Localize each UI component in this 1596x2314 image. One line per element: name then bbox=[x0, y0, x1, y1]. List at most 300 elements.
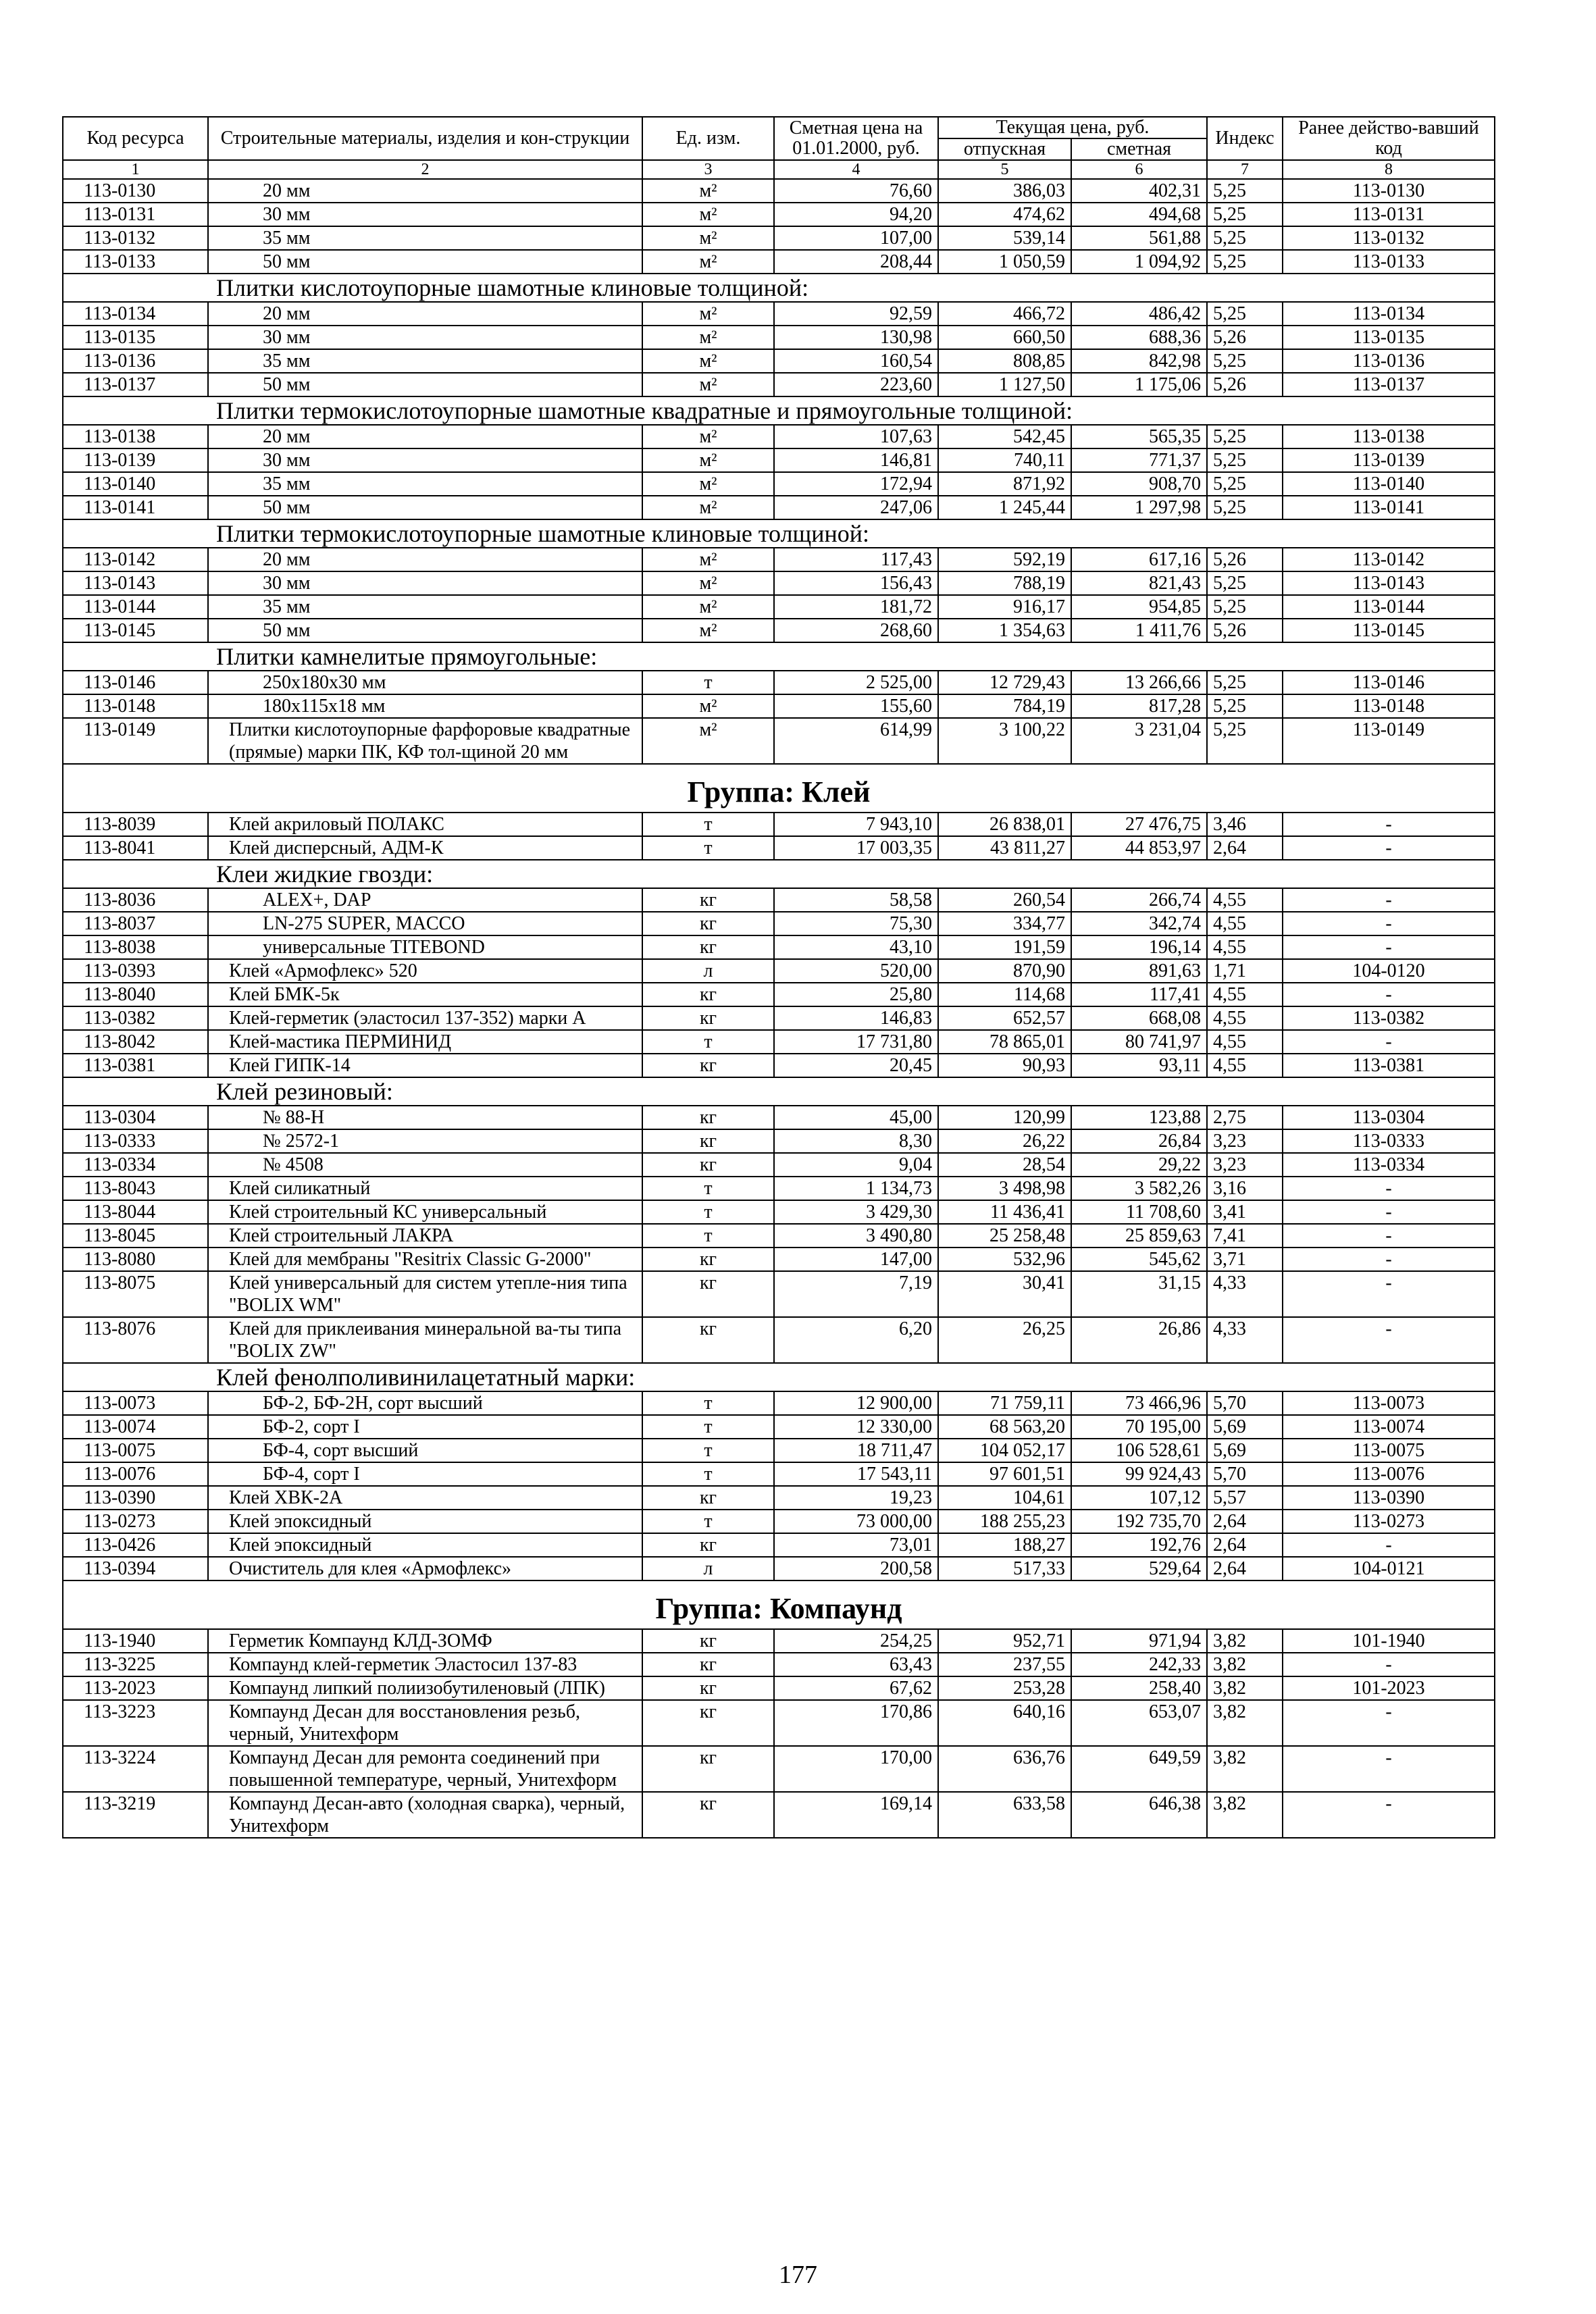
table-row bbox=[63, 1317, 1495, 1363]
estimate-price: 123,88 bbox=[1071, 1106, 1207, 1129]
column-number: 2 bbox=[208, 160, 642, 179]
release-price: 11 436,41 bbox=[938, 1200, 1071, 1224]
prev-code: 113-0141 bbox=[1283, 496, 1495, 519]
prev-code: 113-0135 bbox=[1283, 326, 1495, 349]
table-row bbox=[63, 1462, 1495, 1486]
estimate-price: 342,74 bbox=[1071, 912, 1207, 935]
resource-code: 113-3223 bbox=[63, 1700, 208, 1746]
table-row bbox=[63, 671, 1495, 694]
table-row bbox=[63, 1533, 1495, 1557]
prev-code: 113-0143 bbox=[1283, 571, 1495, 595]
release-price: 633,58 bbox=[938, 1792, 1071, 1838]
section-heading: Плитки термокислотоупорные шамотные клиновые толщиной: bbox=[63, 519, 1495, 548]
resource-code: 113-0073 bbox=[63, 1391, 208, 1415]
prev-code: - bbox=[1283, 1746, 1495, 1792]
unit-cell: т bbox=[642, 1510, 774, 1533]
material-name: 30 мм bbox=[208, 448, 642, 472]
unit-cell: м² bbox=[642, 179, 774, 203]
section-heading: Клей фенолполивинилацетатный марки: bbox=[63, 1363, 1495, 1391]
table-row bbox=[63, 1177, 1495, 1200]
estimate-price: 1 297,98 bbox=[1071, 496, 1207, 519]
unit-cell: т bbox=[642, 1391, 774, 1415]
prev-code: 113-0149 bbox=[1283, 718, 1495, 764]
resource-code: 113-0146 bbox=[63, 671, 208, 694]
index-cell: 5,26 bbox=[1207, 326, 1283, 349]
estimate-price-2000: 208,44 bbox=[774, 250, 938, 274]
material-name: Клей «Армофлекс» 520 bbox=[208, 959, 642, 983]
index-cell: 4,55 bbox=[1207, 935, 1283, 959]
index-cell: 3,82 bbox=[1207, 1653, 1283, 1676]
material-name: БФ-4, сорт I bbox=[208, 1462, 642, 1486]
prev-code: 104-0120 bbox=[1283, 959, 1495, 983]
estimate-price: 842,98 bbox=[1071, 349, 1207, 373]
release-price: 474,62 bbox=[938, 203, 1071, 226]
index-cell: 5,25 bbox=[1207, 496, 1283, 519]
prev-code: 113-0076 bbox=[1283, 1462, 1495, 1486]
estimate-price: 649,59 bbox=[1071, 1746, 1207, 1792]
unit-cell: м² bbox=[642, 203, 774, 226]
release-price: 952,71 bbox=[938, 1629, 1071, 1653]
table-row bbox=[63, 302, 1495, 326]
material-name: 35 мм bbox=[208, 349, 642, 373]
table-row bbox=[63, 888, 1495, 912]
material-name: Клей дисперсный, АДМ-К bbox=[208, 836, 642, 860]
estimate-price-2000: 107,63 bbox=[774, 425, 938, 448]
prev-code: - bbox=[1283, 1792, 1495, 1838]
release-price: 636,76 bbox=[938, 1746, 1071, 1792]
estimate-price: 954,85 bbox=[1071, 595, 1207, 619]
header-unit: Ед. изм. bbox=[642, 117, 774, 160]
estimate-price: 99 924,43 bbox=[1071, 1462, 1207, 1486]
prev-code: 113-0146 bbox=[1283, 671, 1495, 694]
material-name: Клей ГИПК-14 bbox=[208, 1054, 642, 1077]
column-number: 3 bbox=[642, 160, 774, 179]
resource-code: 113-0394 bbox=[63, 1557, 208, 1580]
prev-code: 113-0137 bbox=[1283, 373, 1495, 396]
material-name: 35 мм bbox=[208, 226, 642, 250]
section-heading: Клей резиновый: bbox=[63, 1077, 1495, 1106]
index-cell: 5,25 bbox=[1207, 671, 1283, 694]
resource-code: 113-3224 bbox=[63, 1746, 208, 1792]
table-row bbox=[63, 349, 1495, 373]
estimate-price: 817,28 bbox=[1071, 694, 1207, 718]
material-name: БФ-2, сорт I bbox=[208, 1415, 642, 1439]
estimate-price-2000: 6,20 bbox=[774, 1317, 938, 1363]
prev-code: 113-0142 bbox=[1283, 548, 1495, 571]
resource-code: 113-8036 bbox=[63, 888, 208, 912]
prev-code: - bbox=[1283, 1248, 1495, 1271]
estimate-price: 565,35 bbox=[1071, 425, 1207, 448]
prev-code: 101-2023 bbox=[1283, 1676, 1495, 1700]
release-price: 517,33 bbox=[938, 1557, 1071, 1580]
index-cell: 5,25 bbox=[1207, 448, 1283, 472]
table-row bbox=[63, 571, 1495, 595]
release-price: 104,61 bbox=[938, 1486, 1071, 1510]
resource-code: 113-0076 bbox=[63, 1462, 208, 1486]
release-price: 788,19 bbox=[938, 571, 1071, 595]
index-cell: 3,41 bbox=[1207, 1200, 1283, 1224]
resource-code: 113-0145 bbox=[63, 619, 208, 642]
column-number: 5 bbox=[938, 160, 1071, 179]
release-price: 78 865,01 bbox=[938, 1030, 1071, 1054]
group-heading: Группа: Компаунд bbox=[63, 1580, 1495, 1629]
resource-code: 113-0135 bbox=[63, 326, 208, 349]
estimate-price-2000: 3 490,80 bbox=[774, 1224, 938, 1248]
resource-code: 113-0142 bbox=[63, 548, 208, 571]
resource-code: 113-0390 bbox=[63, 1486, 208, 1510]
index-cell: 4,55 bbox=[1207, 1030, 1283, 1054]
release-price: 532,96 bbox=[938, 1248, 1071, 1271]
estimate-price-2000: 268,60 bbox=[774, 619, 938, 642]
prev-code: 113-0144 bbox=[1283, 595, 1495, 619]
table-row bbox=[63, 1439, 1495, 1462]
resource-code: 113-0426 bbox=[63, 1533, 208, 1557]
estimate-price: 27 476,75 bbox=[1071, 813, 1207, 836]
prev-code: 113-0382 bbox=[1283, 1006, 1495, 1030]
table-row bbox=[63, 1415, 1495, 1439]
index-cell: 2,64 bbox=[1207, 1533, 1283, 1557]
unit-cell: м² bbox=[642, 448, 774, 472]
unit-cell: т bbox=[642, 1030, 774, 1054]
estimate-price-2000: 170,86 bbox=[774, 1700, 938, 1746]
table-row bbox=[63, 1746, 1495, 1792]
table-row bbox=[63, 935, 1495, 959]
unit-cell: т bbox=[642, 1177, 774, 1200]
release-price: 43 811,27 bbox=[938, 836, 1071, 860]
release-price: 871,92 bbox=[938, 472, 1071, 496]
index-cell: 5,25 bbox=[1207, 718, 1283, 764]
unit-cell: т bbox=[642, 1224, 774, 1248]
release-price: 253,28 bbox=[938, 1676, 1071, 1700]
resource-code: 113-0141 bbox=[63, 496, 208, 519]
prev-code: - bbox=[1283, 1700, 1495, 1746]
section-heading-row bbox=[63, 1363, 1495, 1391]
estimate-price: 266,74 bbox=[1071, 888, 1207, 912]
estimate-price: 494,68 bbox=[1071, 203, 1207, 226]
resource-code: 113-1940 bbox=[63, 1629, 208, 1653]
resource-code: 113-0381 bbox=[63, 1054, 208, 1077]
resource-code: 113-8045 bbox=[63, 1224, 208, 1248]
material-name: ALEX+, DAP bbox=[208, 888, 642, 912]
index-cell: 7,41 bbox=[1207, 1224, 1283, 1248]
estimate-price: 107,12 bbox=[1071, 1486, 1207, 1510]
estimate-price-2000: 200,58 bbox=[774, 1557, 938, 1580]
release-price: 660,50 bbox=[938, 326, 1071, 349]
table-row bbox=[63, 425, 1495, 448]
release-price: 260,54 bbox=[938, 888, 1071, 912]
material-name: 50 мм bbox=[208, 250, 642, 274]
estimate-price-2000: 12 330,00 bbox=[774, 1415, 938, 1439]
unit-cell: кг bbox=[642, 1700, 774, 1746]
table-row bbox=[63, 595, 1495, 619]
release-price: 104 052,17 bbox=[938, 1439, 1071, 1462]
estimate-price: 529,64 bbox=[1071, 1557, 1207, 1580]
release-price: 188 255,23 bbox=[938, 1510, 1071, 1533]
material-name: Клей силикатный bbox=[208, 1177, 642, 1200]
prev-code: 113-0140 bbox=[1283, 472, 1495, 496]
index-cell: 5,25 bbox=[1207, 349, 1283, 373]
table-body bbox=[63, 179, 1495, 1838]
estimate-price-2000: 147,00 bbox=[774, 1248, 938, 1271]
table-row bbox=[63, 1129, 1495, 1153]
unit-cell: т bbox=[642, 1200, 774, 1224]
material-name: Клей-мастика ПЕРМИНИД bbox=[208, 1030, 642, 1054]
estimate-price-2000: 8,30 bbox=[774, 1129, 938, 1153]
estimate-price-2000: 130,98 bbox=[774, 326, 938, 349]
release-price: 30,41 bbox=[938, 1271, 1071, 1317]
table-row bbox=[63, 1200, 1495, 1224]
index-cell: 3,82 bbox=[1207, 1746, 1283, 1792]
column-number: 4 bbox=[774, 160, 938, 179]
material-name: 35 мм bbox=[208, 595, 642, 619]
index-cell: 4,55 bbox=[1207, 1006, 1283, 1030]
table-row bbox=[63, 326, 1495, 349]
table-row bbox=[63, 1510, 1495, 1533]
header-prev-code: Ранее действо-вавший код bbox=[1283, 117, 1495, 160]
index-cell: 3,82 bbox=[1207, 1792, 1283, 1838]
resource-code: 113-0393 bbox=[63, 959, 208, 983]
estimate-price: 106 528,61 bbox=[1071, 1439, 1207, 1462]
index-cell: 5,25 bbox=[1207, 226, 1283, 250]
estimate-price: 26,84 bbox=[1071, 1129, 1207, 1153]
unit-cell: м² bbox=[642, 250, 774, 274]
unit-cell: кг bbox=[642, 1129, 774, 1153]
table-row bbox=[63, 1486, 1495, 1510]
estimate-price-2000: 25,80 bbox=[774, 983, 938, 1006]
estimate-price: 192 735,70 bbox=[1071, 1510, 1207, 1533]
release-price: 114,68 bbox=[938, 983, 1071, 1006]
table-row bbox=[63, 983, 1495, 1006]
estimate-price-2000: 169,14 bbox=[774, 1792, 938, 1838]
index-cell: 3,23 bbox=[1207, 1153, 1283, 1177]
estimate-price-2000: 146,81 bbox=[774, 448, 938, 472]
table-row bbox=[63, 203, 1495, 226]
estimate-price-2000: 75,30 bbox=[774, 912, 938, 935]
index-cell: 5,25 bbox=[1207, 203, 1283, 226]
unit-cell: т bbox=[642, 671, 774, 694]
estimate-price-2000: 9,04 bbox=[774, 1153, 938, 1177]
index-cell: 2,64 bbox=[1207, 1557, 1283, 1580]
section-heading-row bbox=[63, 519, 1495, 548]
unit-cell: кг bbox=[642, 888, 774, 912]
section-heading: Клеи жидкие гвозди: bbox=[63, 860, 1495, 888]
unit-cell: м² bbox=[642, 425, 774, 448]
release-price: 191,59 bbox=[938, 935, 1071, 959]
material-name: 180x115x18 мм bbox=[208, 694, 642, 718]
prev-code: 113-0148 bbox=[1283, 694, 1495, 718]
group-heading: Группа: Клей bbox=[63, 764, 1495, 813]
material-name: 20 мм bbox=[208, 548, 642, 571]
material-name: БФ-4, сорт высший bbox=[208, 1439, 642, 1462]
estimate-price: 1 094,92 bbox=[1071, 250, 1207, 274]
prev-code: 113-0130 bbox=[1283, 179, 1495, 203]
material-name: Компаунд липкий полиизобутиленовый (ЛПК) bbox=[208, 1676, 642, 1700]
estimate-price: 26,86 bbox=[1071, 1317, 1207, 1363]
material-name: 20 мм bbox=[208, 179, 642, 203]
estimate-price-2000: 146,83 bbox=[774, 1006, 938, 1030]
resource-code: 113-0334 bbox=[63, 1153, 208, 1177]
release-price: 334,77 bbox=[938, 912, 1071, 935]
estimate-price-2000: 107,00 bbox=[774, 226, 938, 250]
prev-code: - bbox=[1283, 836, 1495, 860]
index-cell: 5,26 bbox=[1207, 548, 1283, 571]
estimate-price-2000: 63,43 bbox=[774, 1653, 938, 1676]
release-price: 26,25 bbox=[938, 1317, 1071, 1363]
table-row bbox=[63, 1106, 1495, 1129]
resource-code: 113-8038 bbox=[63, 935, 208, 959]
index-cell: 5,25 bbox=[1207, 571, 1283, 595]
price-table bbox=[62, 116, 1495, 1839]
table-row bbox=[63, 1391, 1495, 1415]
resource-code: 113-0333 bbox=[63, 1129, 208, 1153]
material-name: 35 мм bbox=[208, 472, 642, 496]
material-name: 50 мм bbox=[208, 496, 642, 519]
estimate-price: 25 859,63 bbox=[1071, 1224, 1207, 1248]
release-price: 90,93 bbox=[938, 1054, 1071, 1077]
table-row bbox=[63, 1224, 1495, 1248]
estimate-price-2000: 7,19 bbox=[774, 1271, 938, 1317]
estimate-price-2000: 67,62 bbox=[774, 1676, 938, 1700]
table-row bbox=[63, 1153, 1495, 1177]
unit-cell: м² bbox=[642, 302, 774, 326]
estimate-price: 3 231,04 bbox=[1071, 718, 1207, 764]
unit-cell: кг bbox=[642, 1006, 774, 1030]
estimate-price-2000: 76,60 bbox=[774, 179, 938, 203]
unit-cell: м² bbox=[642, 472, 774, 496]
resource-code: 113-2023 bbox=[63, 1676, 208, 1700]
unit-cell: м² bbox=[642, 694, 774, 718]
table-row bbox=[63, 1006, 1495, 1030]
estimate-price: 242,33 bbox=[1071, 1653, 1207, 1676]
estimate-price-2000: 172,94 bbox=[774, 472, 938, 496]
material-name: Клей эпоксидный bbox=[208, 1533, 642, 1557]
prev-code: - bbox=[1283, 888, 1495, 912]
table-row bbox=[63, 718, 1495, 764]
header-estimate-current: сметная bbox=[1071, 138, 1207, 160]
estimate-price-2000: 2 525,00 bbox=[774, 671, 938, 694]
estimate-price-2000: 223,60 bbox=[774, 373, 938, 396]
section-heading: Плитки термокислотоупорные шамотные квадратные и прямоугольные толщиной: bbox=[63, 396, 1495, 425]
material-name: 20 мм bbox=[208, 425, 642, 448]
header-material: Строительные материалы, изделия и кон-струкции bbox=[208, 117, 642, 160]
prev-code: 113-0136 bbox=[1283, 349, 1495, 373]
material-name: Компаунд клей-герметик Эластосил 137-83 bbox=[208, 1653, 642, 1676]
estimate-price-2000: 247,06 bbox=[774, 496, 938, 519]
estimate-price-2000: 614,99 bbox=[774, 718, 938, 764]
release-price: 1 127,50 bbox=[938, 373, 1071, 396]
prev-code: - bbox=[1283, 983, 1495, 1006]
table-row bbox=[63, 959, 1495, 983]
release-price: 592,19 bbox=[938, 548, 1071, 571]
table-row bbox=[63, 548, 1495, 571]
table-row bbox=[63, 912, 1495, 935]
prev-code: 104-0121 bbox=[1283, 1557, 1495, 1580]
release-price: 237,55 bbox=[938, 1653, 1071, 1676]
unit-cell: т bbox=[642, 813, 774, 836]
estimate-price-2000: 73 000,00 bbox=[774, 1510, 938, 1533]
estimate-price-2000: 94,20 bbox=[774, 203, 938, 226]
estimate-price-2000: 117,43 bbox=[774, 548, 938, 571]
prev-code: 113-0073 bbox=[1283, 1391, 1495, 1415]
estimate-price-2000: 20,45 bbox=[774, 1054, 938, 1077]
estimate-price: 653,07 bbox=[1071, 1700, 1207, 1746]
column-numbers-row bbox=[63, 160, 1495, 179]
prev-code: - bbox=[1283, 1271, 1495, 1317]
release-price: 466,72 bbox=[938, 302, 1071, 326]
unit-cell: м² bbox=[642, 619, 774, 642]
estimate-price-2000: 12 900,00 bbox=[774, 1391, 938, 1415]
unit-cell: м² bbox=[642, 326, 774, 349]
table-row bbox=[63, 1557, 1495, 1580]
estimate-price: 3 582,26 bbox=[1071, 1177, 1207, 1200]
resource-code: 113-8041 bbox=[63, 836, 208, 860]
estimate-price: 70 195,00 bbox=[1071, 1415, 1207, 1439]
estimate-price: 561,88 bbox=[1071, 226, 1207, 250]
resource-code: 113-0139 bbox=[63, 448, 208, 472]
estimate-price-2000: 156,43 bbox=[774, 571, 938, 595]
estimate-price: 1 411,76 bbox=[1071, 619, 1207, 642]
table-row bbox=[63, 226, 1495, 250]
unit-cell: кг bbox=[642, 935, 774, 959]
prev-code: 113-0334 bbox=[1283, 1153, 1495, 1177]
table-row bbox=[63, 373, 1495, 396]
release-price: 808,85 bbox=[938, 349, 1071, 373]
release-price: 25 258,48 bbox=[938, 1224, 1071, 1248]
resource-code: 113-0304 bbox=[63, 1106, 208, 1129]
prev-code: - bbox=[1283, 813, 1495, 836]
resource-code: 113-0132 bbox=[63, 226, 208, 250]
material-name: Клей универсальный для систем утепле-ния типа "BOLIX WM" bbox=[208, 1271, 642, 1317]
unit-cell: кг bbox=[642, 1106, 774, 1129]
index-cell: 3,82 bbox=[1207, 1700, 1283, 1746]
table-row bbox=[63, 1700, 1495, 1746]
unit-cell: кг bbox=[642, 1317, 774, 1363]
release-price: 539,14 bbox=[938, 226, 1071, 250]
prev-code: - bbox=[1283, 1224, 1495, 1248]
prev-code: 113-0304 bbox=[1283, 1106, 1495, 1129]
index-cell: 3,71 bbox=[1207, 1248, 1283, 1271]
unit-cell: кг bbox=[642, 1248, 774, 1271]
estimate-price: 891,63 bbox=[1071, 959, 1207, 983]
resource-code: 113-0134 bbox=[63, 302, 208, 326]
material-name: LN-275 SUPER, MACCO bbox=[208, 912, 642, 935]
unit-cell: т bbox=[642, 836, 774, 860]
estimate-price: 908,70 bbox=[1071, 472, 1207, 496]
release-price: 784,19 bbox=[938, 694, 1071, 718]
unit-cell: м² bbox=[642, 373, 774, 396]
index-cell: 2,64 bbox=[1207, 1510, 1283, 1533]
unit-cell: м² bbox=[642, 226, 774, 250]
resource-code: 113-0138 bbox=[63, 425, 208, 448]
prev-code: 113-0134 bbox=[1283, 302, 1495, 326]
index-cell: 5,69 bbox=[1207, 1439, 1283, 1462]
estimate-price: 44 853,97 bbox=[1071, 836, 1207, 860]
column-number: 6 bbox=[1071, 160, 1207, 179]
index-cell: 5,25 bbox=[1207, 694, 1283, 718]
estimate-price-2000: 43,10 bbox=[774, 935, 938, 959]
estimate-price-2000: 181,72 bbox=[774, 595, 938, 619]
material-name: 20 мм bbox=[208, 302, 642, 326]
estimate-price-2000: 73,01 bbox=[774, 1533, 938, 1557]
estimate-price-2000: 45,00 bbox=[774, 1106, 938, 1129]
unit-cell: м² bbox=[642, 496, 774, 519]
estimate-price-2000: 17 003,35 bbox=[774, 836, 938, 860]
prev-code: - bbox=[1283, 935, 1495, 959]
page-number: 177 bbox=[779, 2261, 817, 2289]
prev-code: - bbox=[1283, 1653, 1495, 1676]
release-price: 97 601,51 bbox=[938, 1462, 1071, 1486]
release-price: 3 100,22 bbox=[938, 718, 1071, 764]
